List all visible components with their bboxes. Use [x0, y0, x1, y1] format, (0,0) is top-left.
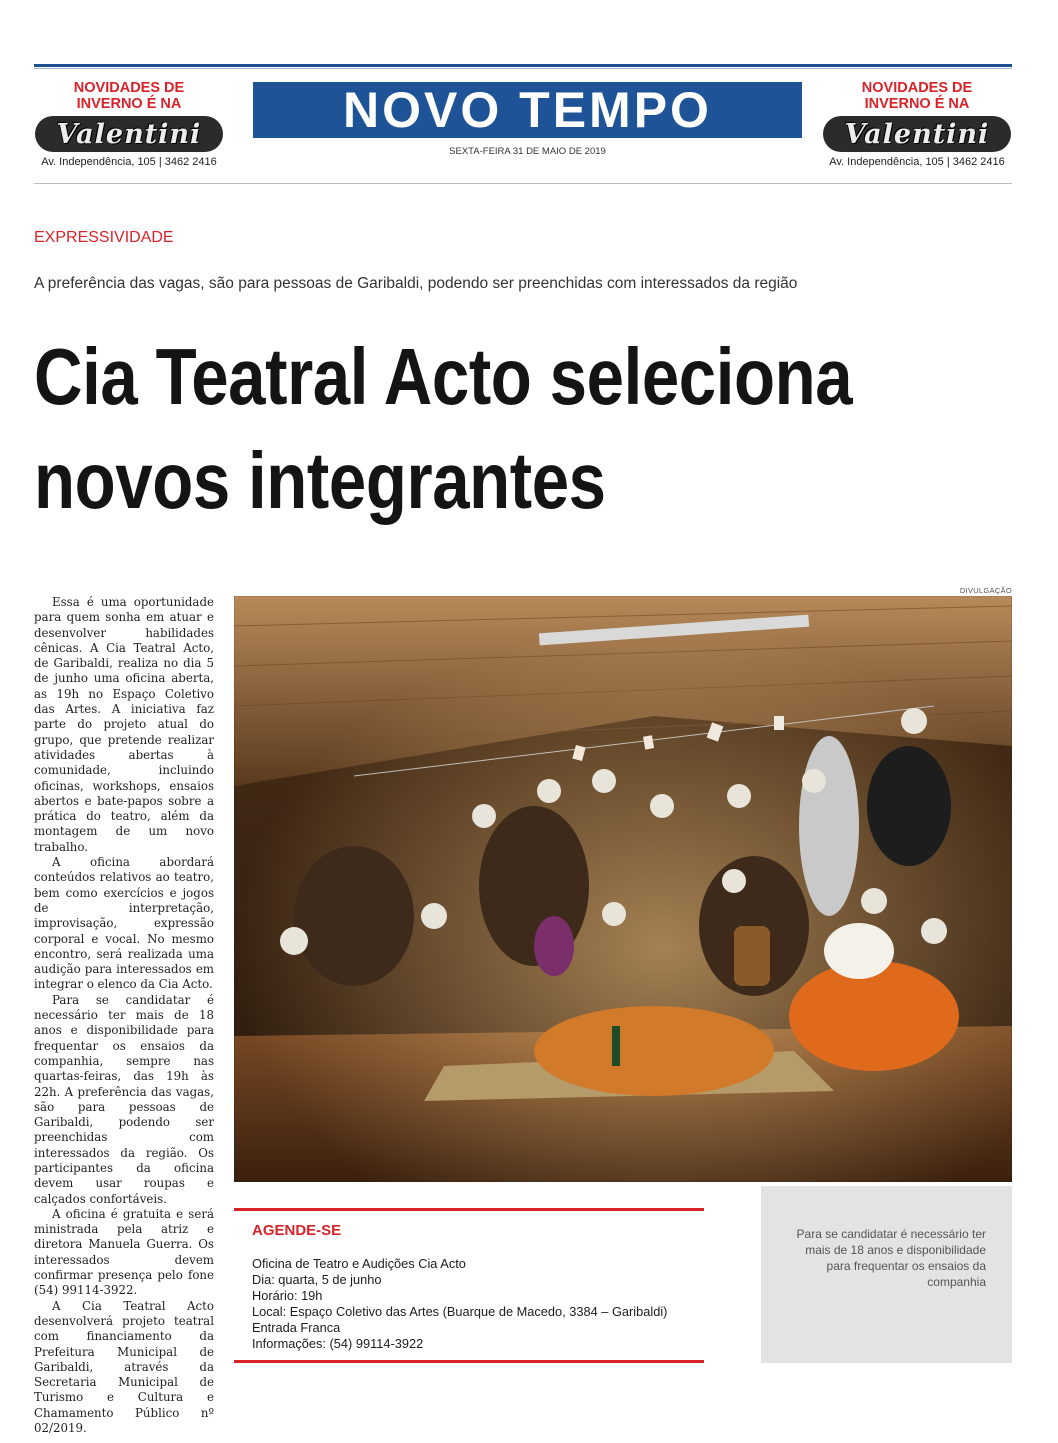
agenda-top-rule [234, 1208, 704, 1211]
ad-left[interactable] [34, 80, 224, 168]
photo-credit: DIVULGAÇÃO [959, 586, 1012, 595]
ad-right-brand: Valentini [844, 118, 990, 150]
agenda-line: Horário: 19h [252, 1288, 323, 1303]
article-body [34, 595, 214, 1436]
body-paragraph: A oficina é gratuita e será ministrada pela atriz e diretora Manuela Guerra. Os interessados devem confirmar presença pelo fone (54) 99114-3922. [34, 1206, 214, 1298]
theatre-group-photo [234, 596, 1012, 1182]
body-paragraph: Essa é uma oportunidade para quem sonha em atuar e desenvolver habilidades cênicas. A Cia Teatral Acto, de Garibaldi, realiza no dia 5 de junho uma oficina aberta, as 19h no Espaço Coletivo das Artes. A iniciativa faz parte do projeto atual do grupo, que pretende realizar atividades abertas à comunidade, incluindo oficinas, workshops, ensaios abertos e bate-papos sobre a prática do teatro, além da montagem de um novo trabalho. [34, 595, 214, 854]
section-kicker: EXPRESSIVIDADE [34, 229, 174, 246]
photo-illustration [234, 596, 1012, 1182]
agenda-line: Oficina de Teatro e Audições Cia Acto [252, 1256, 466, 1271]
header-divider [34, 183, 1012, 184]
top-rule [34, 64, 1012, 67]
ad-left-line1: NOVIDADES DE [73, 80, 185, 96]
body-paragraph: Para se candidatar é necessário ter mais de 18 anos e disponibilidade para frequentar os ensaios da companhia, sempre nas quartas-feiras, das 19h às 22h. A preferência das vagas, são para pessoas de Garibaldi, podendo ser preenchidas com interessados da região. Os participantes da oficina devem usar roupas e calçados confortáveis. [34, 992, 214, 1206]
agenda-line: Entrada Franca [252, 1320, 341, 1335]
ad-left-address: Av. Independência, 105 | 3462 2416 [41, 156, 217, 168]
ad-right-address: Av. Independência, 105 | 3462 2416 [829, 156, 1005, 168]
masthead [253, 82, 802, 138]
masthead-date: SEXTA-FEIRA 31 DE MAIO DE 2019 [449, 146, 606, 157]
article-headline [34, 325, 866, 533]
agenda-title: AGENDE-SE [252, 1222, 342, 1239]
agenda-line: Dia: quarta, 5 de junho [252, 1272, 382, 1287]
agenda-line: Informações: (54) 99114-3922 [252, 1336, 424, 1351]
headline-line-1: Cia Teatral Acto seleciona [34, 332, 853, 421]
body-paragraph: A Cia Teatral Acto desenvolverá projeto teatral com financiamento da Prefeitura Municipal de Garibaldi, através da Secretaria Municipal de Turismo e Cultura e Chamamento Público nº 02/2019. [34, 1298, 214, 1436]
ad-right-line2: INVERNO É NA [864, 96, 970, 112]
ad-left-line2: INVERNO É NA [76, 96, 182, 112]
agenda-details [252, 1256, 667, 1352]
ad-right[interactable] [822, 80, 1012, 168]
agenda-line: Local: Espaço Coletivo das Artes (Buarque de Macedo, 3384 – Garibaldi) [252, 1304, 668, 1319]
valentini-logo [35, 116, 223, 152]
body-paragraph: A oficina abordará conteúdos relativos ao teatro, bem como exercícios e jogos de interpretação, improvisação, expressão corporal e vocal. No mesmo encontro, será realizada uma audição para interessados em integrar o elenco da Cia Acto. [34, 855, 214, 992]
article-dek: A preferência das vagas, são para pessoas de Garibaldi, podendo ser preenchidas com interessados da região [34, 275, 798, 292]
sidebox-text: Para se candidatar é necessário ter mais de 18 anos e disponibilidade para frequentar os ensaios da companhia [796, 1227, 986, 1289]
top-rule-thin [34, 68, 1012, 69]
valentini-logo [823, 116, 1011, 152]
headline-line-2: novos integrantes [34, 436, 606, 525]
masthead-title: NOVO TEMPO [343, 82, 712, 138]
agenda-box [234, 1208, 704, 1363]
ad-right-line1: NOVIDADES DE [861, 80, 973, 96]
agenda-bottom-rule [234, 1360, 704, 1363]
ad-left-brand: Valentini [56, 118, 202, 150]
caption-sidebox [761, 1186, 1012, 1363]
